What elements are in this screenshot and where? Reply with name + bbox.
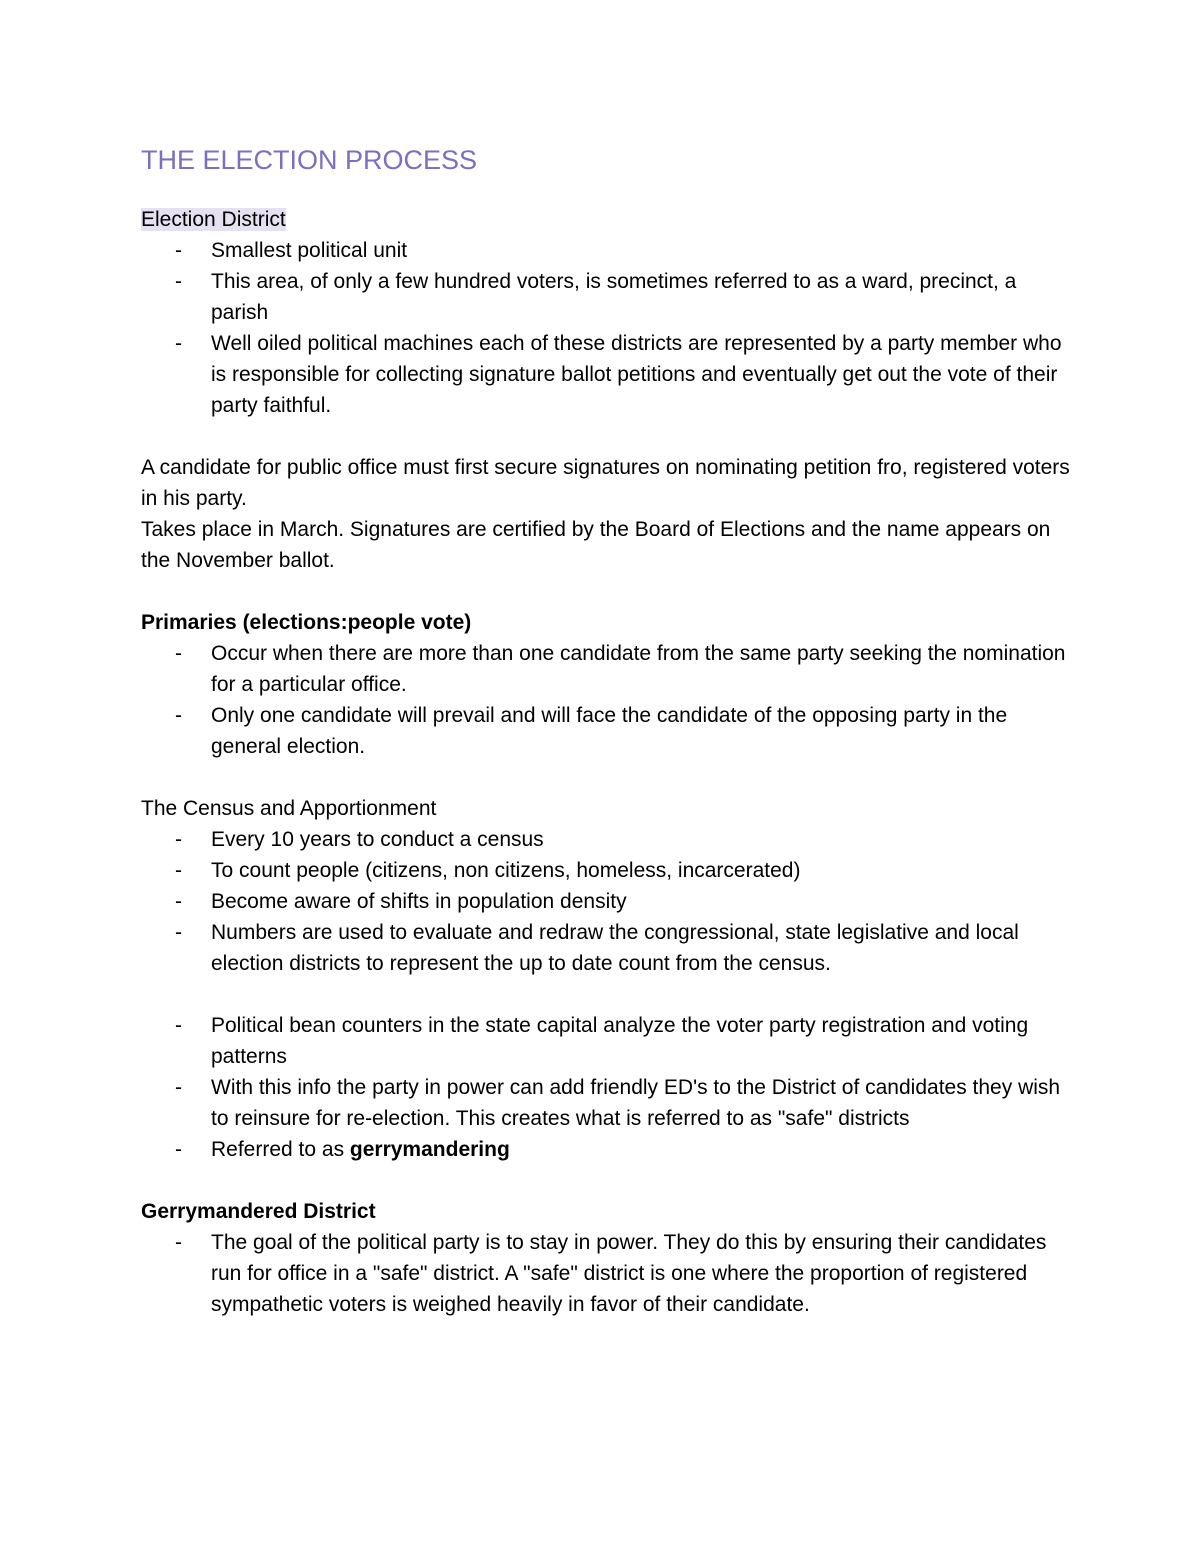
document-page bbox=[141, 140, 1071, 1320]
heading-highlight: Election District bbox=[141, 208, 286, 231]
list-item-text: Every 10 years to conduct a census bbox=[211, 828, 544, 851]
list-item bbox=[141, 1072, 1071, 1134]
list-item bbox=[141, 1134, 1071, 1165]
dash-bullet: - bbox=[175, 704, 182, 727]
primaries-list bbox=[141, 638, 1071, 762]
list-item-text: To count people (citizens, non citizens, homeless, incarcerated) bbox=[211, 859, 801, 882]
spacer bbox=[141, 979, 1071, 1010]
list-item bbox=[141, 1227, 1071, 1320]
dash-bullet: - bbox=[175, 1231, 182, 1254]
election-district-list bbox=[141, 235, 1071, 421]
paragraph-petition: A candidate for public office must first secure signatures on nominating petition fro, registered voters in his party. bbox=[141, 456, 1070, 510]
list-item-text: Smallest political unit bbox=[211, 239, 408, 262]
list-item bbox=[141, 886, 1071, 917]
list-item-text: Become aware of shifts in population density bbox=[211, 890, 627, 913]
dash-bullet: - bbox=[175, 270, 182, 293]
section-heading-census: The Census and Apportionment bbox=[141, 797, 437, 820]
spacer bbox=[141, 421, 1071, 452]
dash-bullet: - bbox=[175, 1138, 182, 1161]
list-item-text: Political bean counters in the state capital analyze the voter party registration and voting patterns bbox=[211, 1014, 1029, 1068]
list-item-text: Well oiled political machines each of these districts are represented by a party member who is responsible for collecting signature ballot petitions and eventually get out the vote of their party faithful. bbox=[211, 332, 1062, 417]
dash-bullet: - bbox=[175, 332, 182, 355]
list-item bbox=[141, 855, 1071, 886]
section-heading-gerrymandered-district: Gerrymandered District bbox=[141, 1200, 376, 1223]
list-item bbox=[141, 700, 1071, 762]
dash-bullet: - bbox=[175, 1076, 182, 1099]
dash-bullet: - bbox=[175, 828, 182, 851]
list-item-text: The goal of the political party is to stay in power. They do this by ensuring their candidates run for office in a "safe" district. A "safe" district is one where the proportion of registered sympathetic voters is weighed heavily in favor of their candidate. bbox=[211, 1231, 1047, 1316]
list-item bbox=[141, 328, 1071, 421]
dash-bullet: - bbox=[175, 1014, 182, 1037]
list-item bbox=[141, 824, 1071, 855]
list-item-text: Occur when there are more than one candidate from the same party seeking the nomination for a particular office. bbox=[211, 642, 1066, 696]
section-heading-primaries: Primaries (elections:people vote) bbox=[141, 611, 472, 634]
list-item bbox=[141, 235, 1071, 266]
spacer bbox=[141, 576, 1071, 607]
list-item bbox=[141, 638, 1071, 700]
list-item bbox=[141, 266, 1071, 328]
census-list bbox=[141, 824, 1071, 979]
list-item-text: Only one candidate will prevail and will face the candidate of the opposing party in the general election. bbox=[211, 704, 1008, 758]
spacer bbox=[141, 1165, 1071, 1196]
dash-bullet: - bbox=[175, 890, 182, 913]
list-item-text: With this info the party in power can add friendly ED's to the District of candidates they wish to reinsure for re-election. This creates what is referred to as "safe" districts bbox=[211, 1076, 1061, 1130]
list-item-text: This area, of only a few hundred voters, is sometimes referred to as a ward, precinct, a parish bbox=[211, 270, 1017, 324]
list-item-text: Numbers are used to evaluate and redraw the congressional, state legislative and local election districts to represent the up to date count from the census. bbox=[211, 921, 1019, 975]
dash-bullet: - bbox=[175, 921, 182, 944]
document-title: THE ELECTION PROCESS bbox=[141, 145, 478, 175]
list-item bbox=[141, 1010, 1071, 1072]
bold-term: gerrymandering bbox=[349, 1138, 510, 1161]
list-item bbox=[141, 917, 1071, 979]
spacer bbox=[141, 762, 1071, 793]
paragraph-march: Takes place in March. Signatures are certified by the Board of Elections and the name appears on the November ballot. bbox=[141, 518, 1051, 572]
dash-bullet: - bbox=[175, 642, 182, 665]
list-item-text: Referred to as bbox=[211, 1138, 350, 1161]
gerrymandered-district-list bbox=[141, 1227, 1071, 1320]
dash-bullet: - bbox=[175, 859, 182, 882]
dash-bullet: - bbox=[175, 239, 182, 262]
gerrymandering-list bbox=[141, 1010, 1071, 1165]
section-heading-election-district bbox=[141, 204, 1071, 235]
